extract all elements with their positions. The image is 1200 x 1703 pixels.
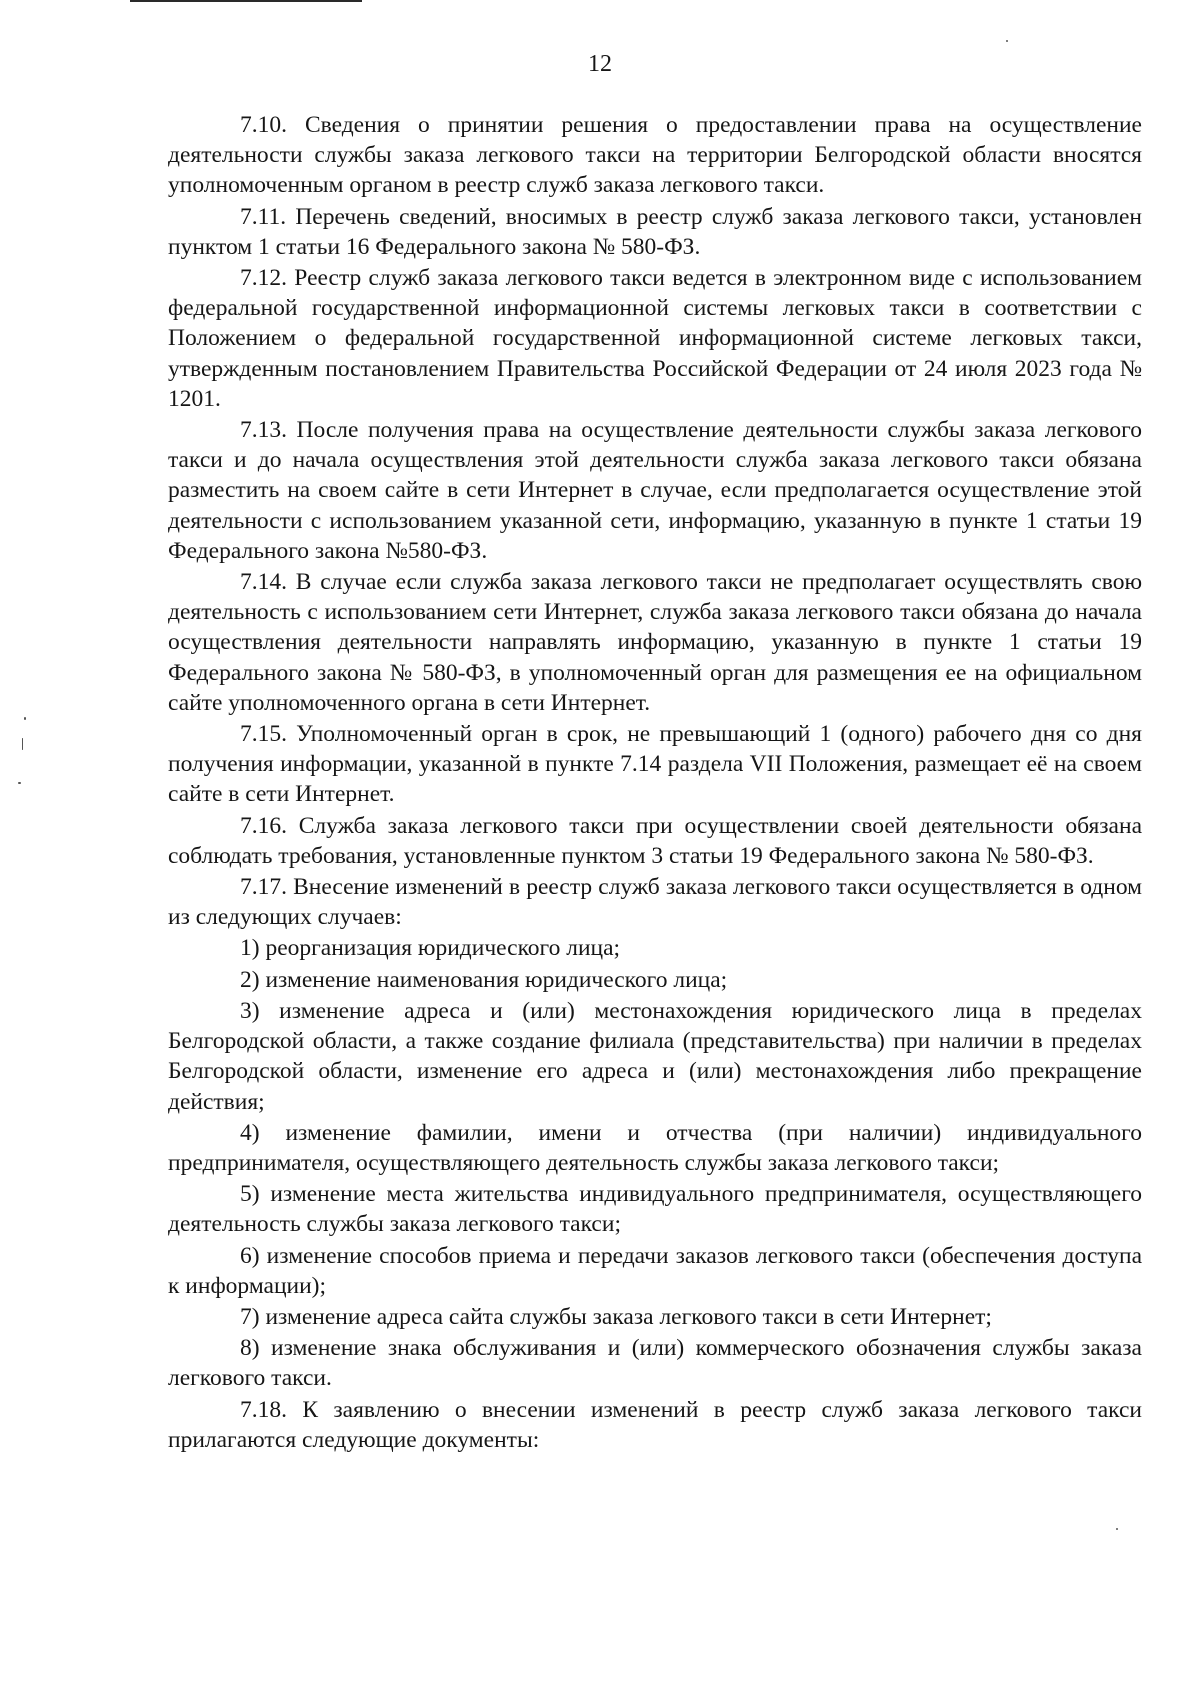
list-item-8: 8) изменение знака обслуживания и (или) коммерческого обозначения службы заказа легкового такси.	[168, 1335, 1142, 1392]
paragraph-7-12: 7.12. Реестр служб заказа легкового такси ведется в электронном виде с использованием федеральной государственной информационной системы легковых такси в соответствии с Положением о федеральной государственной информационной системе легковых такси, утвержденным постановлением Правительства Российской Федерации от 24 июля 2023 года № 1201.	[168, 265, 1142, 412]
paragraph-7-11: 7.11. Перечень сведений, вносимых в реестр служб заказа легкового такси, установлен пунктом 1 статьи 16 Федерального закона № 580-ФЗ.	[168, 203, 1142, 260]
paragraph-7-17: 7.17. Внесение изменений в реестр служб заказа легкового такси осуществляется в одном из следующих случаев:	[168, 874, 1142, 931]
list-item-6: 6) изменение способов приема и передачи заказов легкового такси (обеспечения доступа к информации);	[168, 1242, 1142, 1299]
scan-speck	[22, 738, 23, 750]
list-item-2: 2) изменение наименования юридического лица;	[240, 966, 728, 993]
paragraph-7-14: 7.14. В случае если служба заказа легкового такси не предполагает осуществлять свою деятельность с использованием сети Интернет, служба заказа легкового такси обязана до начала осуществления деятельности направлять информацию, указанную в пункте 1 статьи 19 Федерального закона № 580-ФЗ, в уполномоченный орган для размещения ее на официальном сайте уполномоченного органа в сети Интернет.	[168, 569, 1142, 716]
list-item-1: 1) реорганизация юридического лица;	[240, 935, 621, 962]
scan-speck	[24, 717, 26, 720]
paragraph-7-10: 7.10. Сведения о принятии решения о предоставлении права на осуществление деятельности службы заказа легкового такси на территории Белгородской области вносятся уполномоченным органом в реестр служб заказа легкового такси.	[168, 112, 1142, 199]
scan-edge-mark	[130, 0, 362, 2]
paragraph-7-15: 7.15. Уполномоченный орган в срок, не превышающий 1 (одного) рабочего дня со дня получения информации, указанной в пункте 7.14 раздела VII Положения, размещает её на своем сайте в сети Интернет.	[168, 721, 1142, 808]
list-item-5: 5) изменение места жительства индивидуального предпринимателя, осуществляющего деятельность службы заказа легкового такси;	[168, 1181, 1142, 1238]
list-item-7: 7) изменение адреса сайта службы заказа легкового такси в сети Интернет;	[240, 1303, 992, 1330]
list-item-4: 4) изменение фамилии, имени и отчества (при наличии) индивидуального предпринимателя, осуществляющего деятельность службы заказа легкового такси;	[168, 1119, 1142, 1176]
list-item-3: 3) изменение адреса и (или) местонахождения юридического лица в пределах Белгородской области, а также создание филиала (представительства) при наличии в пределах Белгородской области, изменение его адреса и (или) местонахождения либо прекращение действия;	[168, 997, 1142, 1115]
paragraph-7-13: 7.13. После получения права на осуществление деятельности службы заказа легкового такси и до начала осуществления этой деятельности служба заказа легкового такси обязана разместить на своем сайте в сети Интернет в случае, если предполагается осуществление этой деятельности с использованием указанной сети, информацию, указанную в пункте 1 статьи 19 Федерального закона №580-ФЗ.	[168, 417, 1142, 564]
scan-speck	[18, 782, 21, 784]
paragraph-7-16: 7.16. Служба заказа легкового такси при осуществлении своей деятельности обязана соблюдать требования, установленные пунктом 3 статьи 19 Федерального закона № 580-ФЗ.	[168, 812, 1142, 869]
scan-speck	[1116, 1528, 1118, 1530]
paragraph-7-18: 7.18. К заявлению о внесении изменений в реестр служб заказа легкового такси прилагаются следующие документы:	[168, 1396, 1142, 1453]
page-number: 12	[588, 51, 612, 77]
document-body	[168, 110, 1142, 1455]
scan-speck	[1006, 40, 1008, 42]
